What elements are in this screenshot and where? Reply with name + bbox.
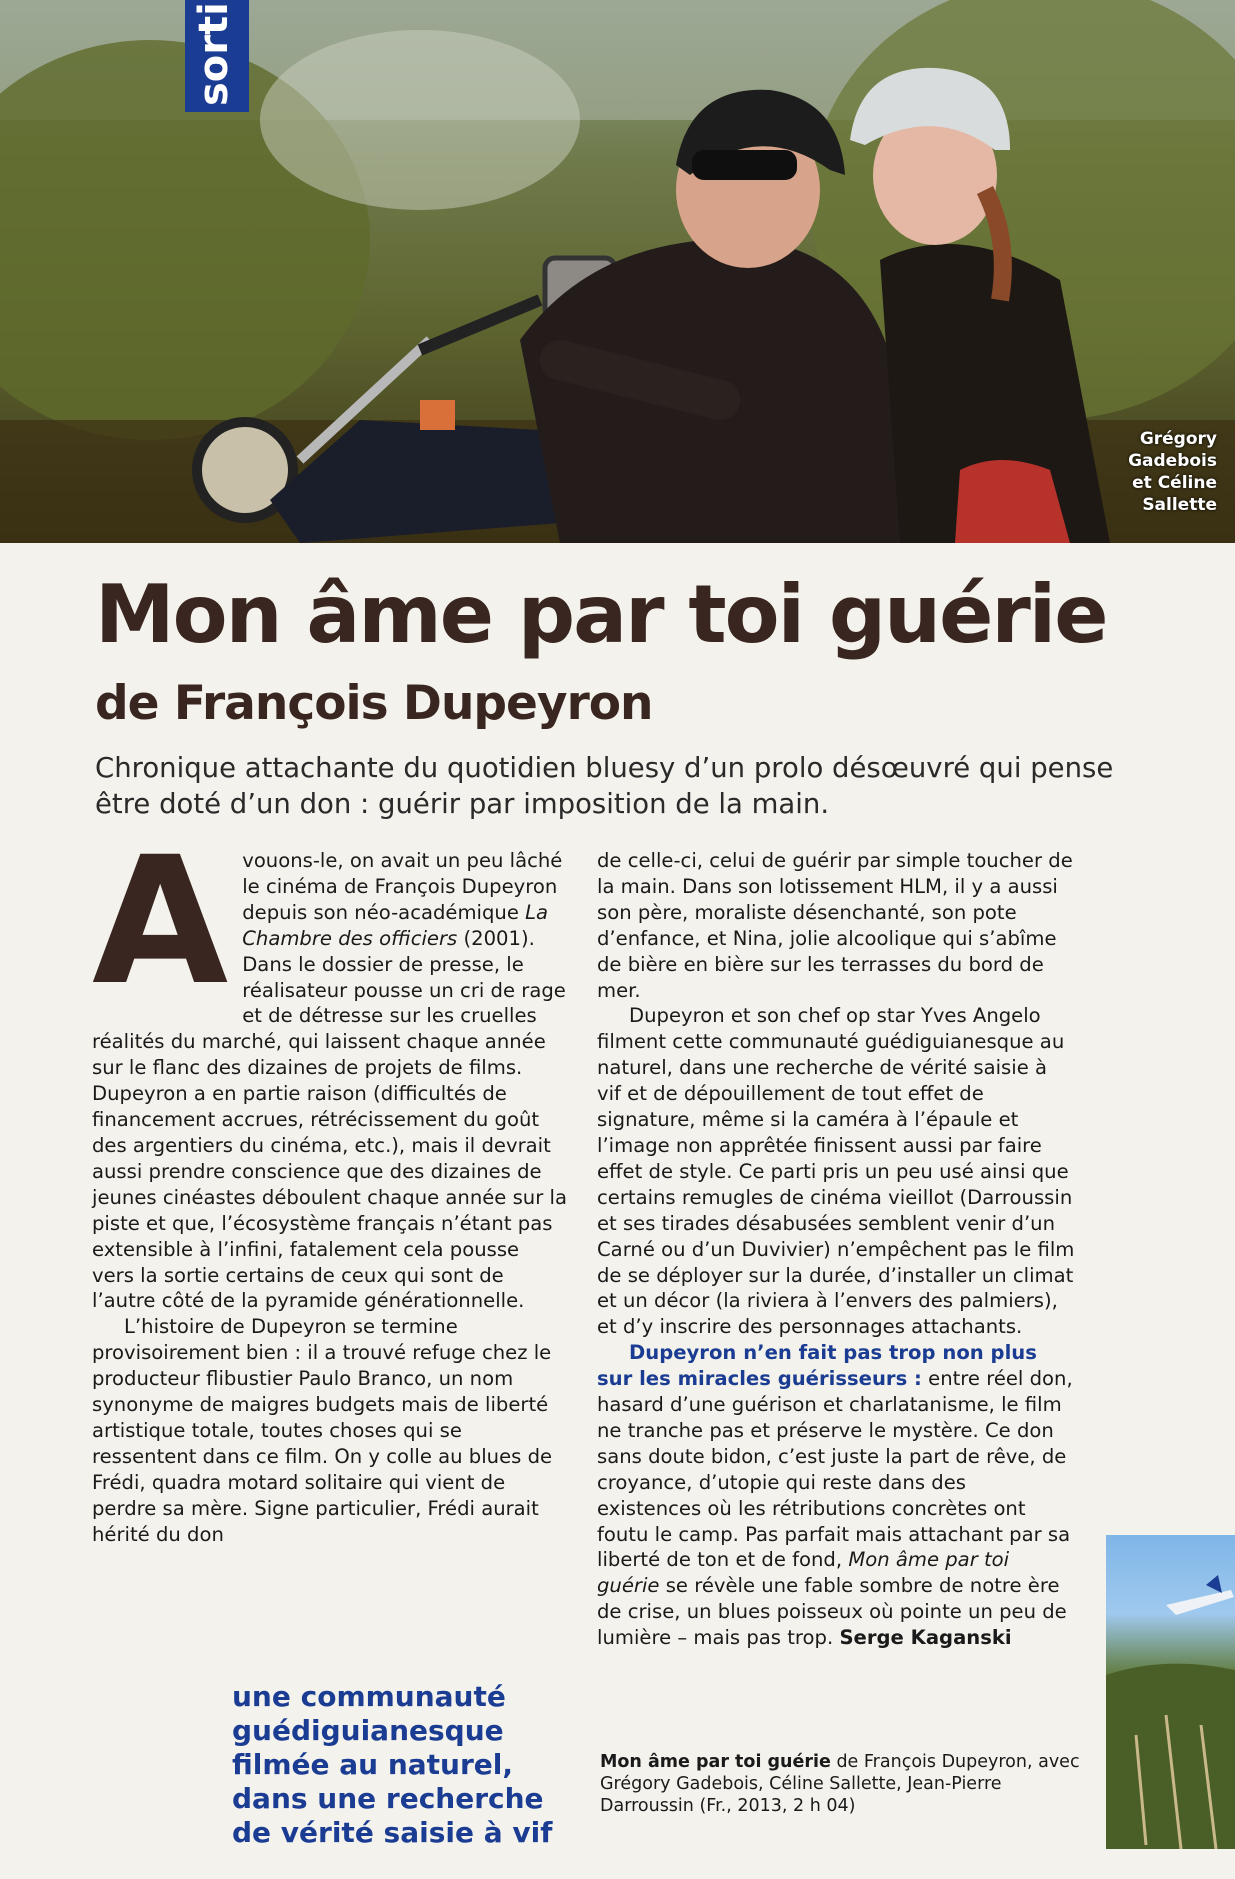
caption-line: Gadebois <box>1128 451 1217 471</box>
author-signature: Serge Kaganski <box>839 1626 1012 1650</box>
caption-line: Sallette <box>1142 495 1217 515</box>
section-tab <box>185 0 249 112</box>
article-column-1 <box>92 819 567 1547</box>
drop-cap: A <box>92 819 229 1024</box>
caption-line: Grégory <box>1139 429 1217 449</box>
photo-caption <box>1107 428 1217 516</box>
credits-film-title: Mon âme par toi guérie <box>600 1752 831 1772</box>
paragraph-text: entre réel don, hasard d’une guérison et charlatanisme, le film ne tranche pas et préserve le mystère. Ce don sans doute bidon, c’est juste la part de rêve, de croyance, d’utopie qui reste dans des existences où les rétributions concrètes ont foutu le camp. Pas parfait mais attachant par sa liberté de ton et de fond, <box>597 1367 1073 1572</box>
section-tab-label: sorti <box>191 2 237 106</box>
paragraph: L’histoire de Dupeyron se termine provisoirement bien : il a trouvé refuge chez le producteur flibustier Paulo Branco, un nom synonyme de maigres budgets mais de liberté artistique totale, toutes choses qui se ressentent dans ce film. On y colle au blues de Frédi, quadra motard solitaire qui vient de perdre sa mère. Signe particulier, Frédi aurait hérité du don <box>92 1315 553 1546</box>
neighbor-page-photo <box>1106 1535 1235 1849</box>
article-byline: de François Dupeyron <box>95 676 653 731</box>
pull-quote: une communauté guédiguianesque filmée au naturel, dans une recherche de vérité saisie à vif <box>232 1680 553 1849</box>
paragraph-text: (2001). Dans le dossier de presse, le réalisateur pousse un cri de rage et de détresse sur les cruelles réalités du marché, qui laissent chaque année sur le flanc des dizaines de projets de films. Dupeyron a en partie raison (difficultés de financement accrues, rétrécissement du goût des argentiers du cinéma, etc.), mais il devrait aussi prendre conscience que des dizaines de jeunes cinéastes déboulent chaque année sur la piste et que, l’écosystème français n’étant pas extensible à l’infini, fatalement cela pousse vers la sortie certains de ceux qui sont de l’autre côté de la pyramide générationnelle. <box>92 926 567 1313</box>
article-deck: Chronique attachante du quotidien bluesy d’un prolo désœuvré qui pense être doté d’un don : guérir par imposition de la main. <box>95 752 1114 820</box>
highlighted-lead: Dupeyron n’en fait pas trop non plus sur les miracles guérisseurs : <box>597 1341 1037 1391</box>
paragraph-text: se révèle une fable sombre de notre ère de crise, un blues poisseux où pointe un peu de lumière – mais pas trop. <box>597 1574 1067 1650</box>
article-column-2 <box>597 848 1075 1651</box>
paragraph: de celle-ci, celui de guérir par simple toucher de la main. Dans son lotissement HLM, il y a aussi son père, moraliste désenchanté, son pote d’enfance, et Nina, jolie alcoolique qui s’abîme de bière en bière sur les terrasses du bord de mer. <box>597 849 1073 1002</box>
article-photo <box>0 0 1235 543</box>
paragraph-text: vouons-le, on avait un peu lâché le cinéma de François Dupeyron depuis son néo-académique <box>242 849 563 924</box>
credits-text: de François Dupeyron, avec Grégory Gadebois, Céline Sallette, Jean-Pierre Darroussin (Fr., 2013, 2 h 04) <box>600 1752 1080 1816</box>
paragraph: Dupeyron et son chef op star Yves Angelo filment cette communauté guédiguianesque au naturel, dans une recherche de vérité saisie à vif et de dépouillement de tout effet de signature, même si la caméra à l’épaule et l’image non apprêtée finissent aussi par faire effet de style. Ce parti pris un peu usé ainsi que certains remugles de cinéma vieillot (Darroussin et ses tirades désabusées semblent venir d’un Carné ou d’un Duvivier) n’empêchent pas le film de se déployer sur la durée, d’installer un climat et un décor (la riviera à l’envers des palmiers), et d’y inscrire des personnages attachants. <box>597 1004 1075 1339</box>
film-credits <box>600 1751 1080 1817</box>
film-title-italic: Mon âme par toi guérie <box>597 1548 1010 1598</box>
article-title: Mon âme par toi guérie <box>95 568 1107 661</box>
caption-line: et Céline <box>1132 473 1217 493</box>
airplane-illustration <box>1106 1535 1235 1849</box>
paragraph <box>92 819 567 1314</box>
film-title-italic: La Chambre des officiers <box>242 900 549 950</box>
paragraph <box>597 1340 1075 1651</box>
